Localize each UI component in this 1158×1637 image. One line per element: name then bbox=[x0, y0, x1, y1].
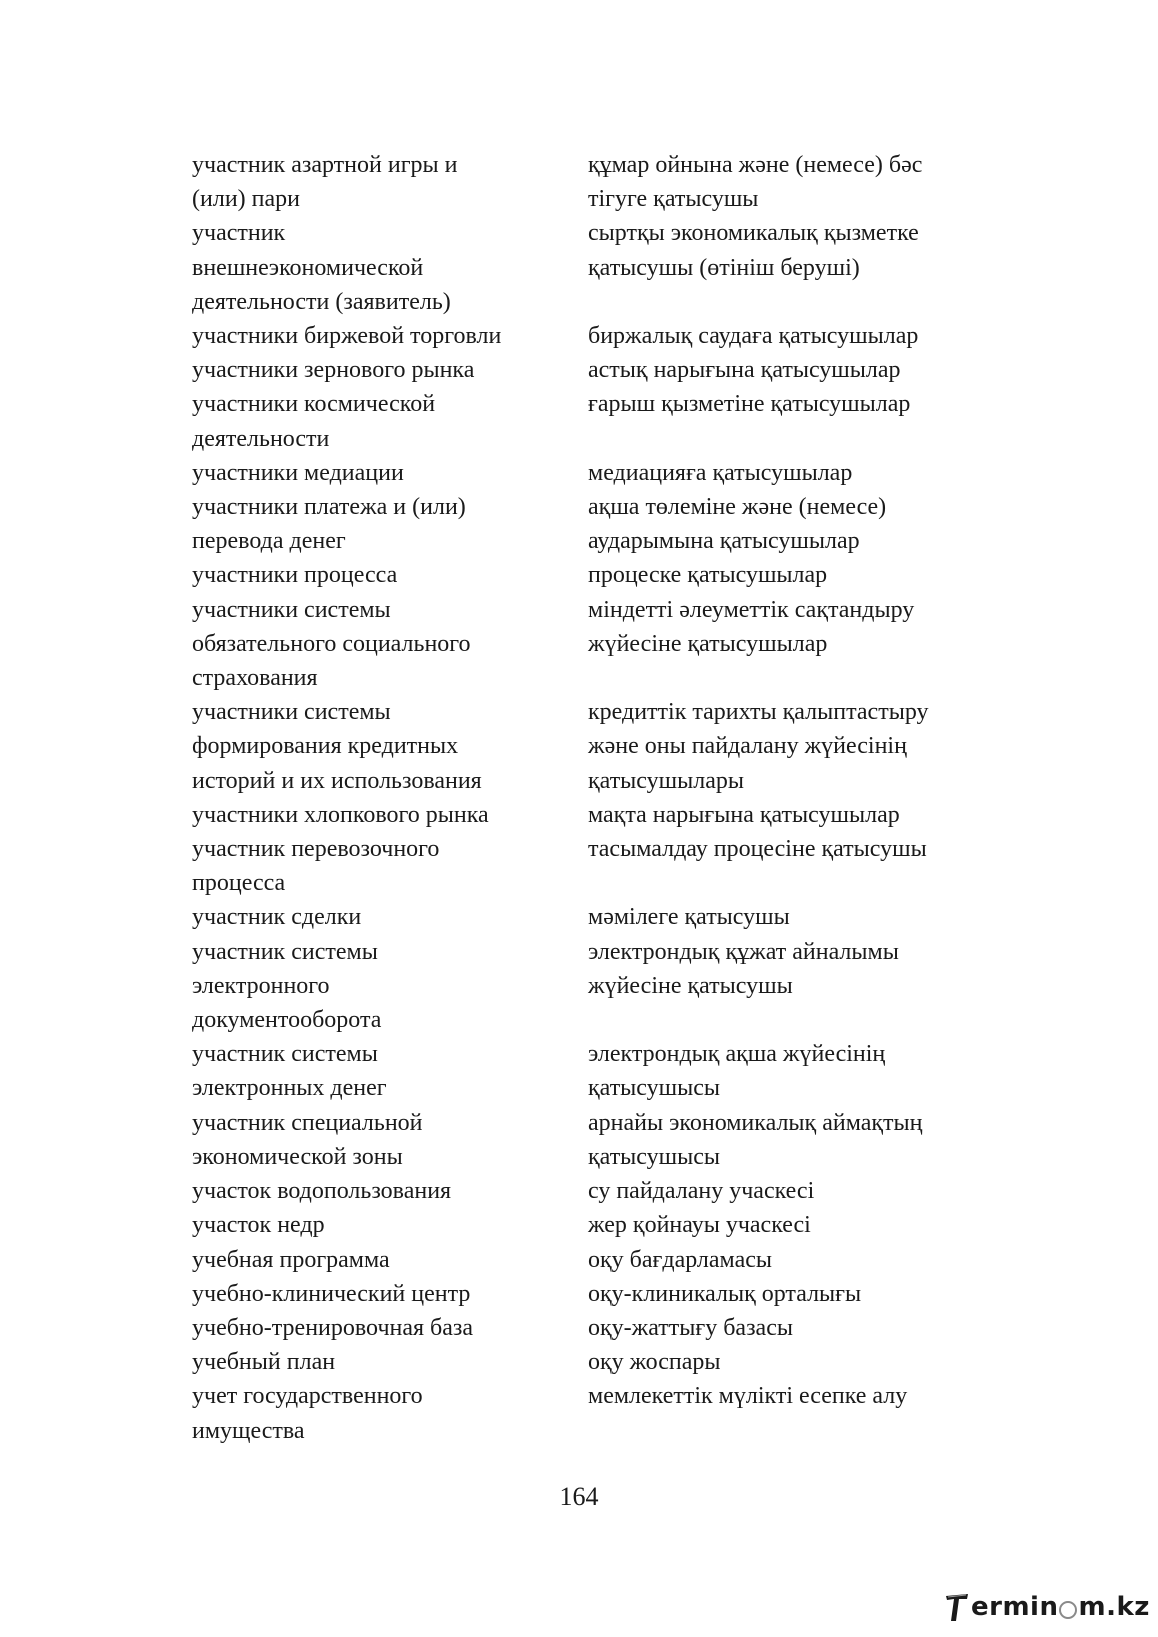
glossary-entry bbox=[192, 216, 1022, 319]
kazakh-term: оқу-клиникалық орталығы bbox=[588, 1280, 862, 1307]
kazakh-term: мәмілеге қатысушы bbox=[588, 904, 790, 931]
kazakh-term: ақша төлеміне және (немесе) аударымына қатысушылар bbox=[588, 494, 887, 555]
termincom-watermark bbox=[945, 1588, 1150, 1626]
glossary-entry bbox=[192, 1037, 1022, 1105]
glossary-entry bbox=[192, 1379, 1022, 1447]
page-number: 164 bbox=[559, 1482, 599, 1511]
kazakh-term: мақта нарығына қатысушылар bbox=[588, 801, 900, 828]
kazakh-term: электрондық құжат айналымы жүйесіне қатысушы bbox=[588, 938, 899, 999]
russian-term: участник системы электронных денег bbox=[192, 1041, 387, 1102]
glossary-entry bbox=[192, 832, 1022, 900]
russian-term: участок водопользования bbox=[192, 1178, 452, 1205]
kazakh-term: электрондық ақша жүйесінің қатысушысы bbox=[588, 1041, 886, 1102]
russian-term: участник внешнеэкономической деятельности (заявитель) bbox=[192, 220, 451, 315]
glossary-entry bbox=[192, 1345, 1022, 1379]
russian-term: учет государственного имущества bbox=[192, 1383, 423, 1444]
kazakh-term: ғарыш қызметіне қатысушылар bbox=[588, 391, 911, 418]
kazakh-term: биржалық саудаға қатысушылар bbox=[588, 323, 919, 350]
watermark-text-left: ermin bbox=[971, 1592, 1059, 1622]
kazakh-term: оқу-жаттығу базасы bbox=[588, 1314, 793, 1341]
watermark-circle-icon bbox=[1059, 1601, 1077, 1619]
kazakh-term: процеске қатысушылар bbox=[588, 562, 828, 589]
kazakh-term: оқу бағдарламасы bbox=[588, 1246, 772, 1273]
kazakh-term: астық нарығына қатысушылар bbox=[588, 357, 901, 384]
russian-term: участок недр bbox=[192, 1212, 325, 1239]
glossary-entry bbox=[192, 1106, 1022, 1174]
glossary-entry bbox=[192, 1208, 1022, 1242]
kazakh-term: мемлекеттік мүлікті есепке алу bbox=[588, 1383, 908, 1410]
glossary-entry bbox=[192, 935, 1022, 1038]
glossary-entry bbox=[192, 558, 1022, 592]
watermark-text-right: m.kz bbox=[1078, 1592, 1150, 1622]
russian-term: участники системы формирования кредитных историй и их использования bbox=[192, 699, 482, 794]
glossary-entry bbox=[192, 456, 1022, 490]
russian-term: участники медиации bbox=[192, 459, 404, 486]
glossary-entry bbox=[192, 387, 1022, 455]
glossary-entry bbox=[192, 319, 1022, 353]
glossary-entry bbox=[192, 593, 1022, 696]
russian-term: участник перевозочного процесса bbox=[192, 836, 440, 897]
russian-term: учебный план bbox=[192, 1349, 336, 1376]
glossary-entry bbox=[192, 1277, 1022, 1311]
russian-term: участники космической деятельности bbox=[192, 391, 436, 452]
russian-term: участники хлопкового рынка bbox=[192, 801, 489, 828]
russian-term: участники платежа и (или) перевода денег bbox=[192, 494, 466, 555]
russian-term: участники процесса bbox=[192, 562, 398, 589]
glossary-entry bbox=[192, 1174, 1022, 1208]
kazakh-term: оқу жоспары bbox=[588, 1349, 721, 1376]
glossary-entry bbox=[192, 353, 1022, 387]
kazakh-term: жер қойнауы учаскесі bbox=[588, 1212, 811, 1239]
kazakh-term: су пайдалану учаскесі bbox=[588, 1178, 815, 1205]
glossary-entries bbox=[192, 148, 1022, 1448]
kazakh-term: міндетті әлеуметтік сақтандыру жүйесіне қатысушылар bbox=[588, 596, 915, 657]
kazakh-term: медиацияға қатысушылар bbox=[588, 459, 853, 486]
russian-term: учебно-тренировочная база bbox=[192, 1314, 474, 1341]
russian-term: учебная программа bbox=[192, 1246, 390, 1273]
russian-term: участник азартной игры и (или) пари bbox=[192, 152, 458, 213]
russian-term: участник системы электронного документооборота bbox=[192, 938, 382, 1034]
russian-term: учебно-клинический центр bbox=[192, 1280, 471, 1307]
kazakh-term: құмар ойнына және (немесе) бәс тігуге қатысушы bbox=[588, 152, 923, 213]
kazakh-term: арнайы экономикалық аймақтың қатысушысы bbox=[588, 1109, 923, 1170]
glossary-entry bbox=[192, 798, 1022, 832]
glossary-entry bbox=[192, 1311, 1022, 1345]
glossary-entry bbox=[192, 900, 1022, 934]
glossary-entry bbox=[192, 490, 1022, 558]
russian-term: участник сделки bbox=[192, 904, 362, 931]
glossary-entry bbox=[192, 695, 1022, 798]
kazakh-term: тасымалдау процесіне қатысушы bbox=[588, 836, 927, 863]
russian-term: участники системы обязательного социального страхования bbox=[192, 596, 471, 692]
glossary-entry bbox=[192, 148, 1022, 216]
russian-term: участник специальной экономической зоны bbox=[192, 1109, 423, 1170]
russian-term: участники биржевой торговли bbox=[192, 323, 502, 350]
russian-term: участники зернового рынка bbox=[192, 357, 475, 384]
termincom-logo-icon bbox=[945, 1592, 969, 1622]
glossary-entry bbox=[192, 1243, 1022, 1277]
kazakh-term: кредиттік тарихты қалыптастыру және оны пайдалану жүйесінің қатысушылары bbox=[588, 699, 929, 794]
kazakh-term: сыртқы экономикалық қызметке қатысушы (өтініш беруші) bbox=[588, 220, 919, 281]
